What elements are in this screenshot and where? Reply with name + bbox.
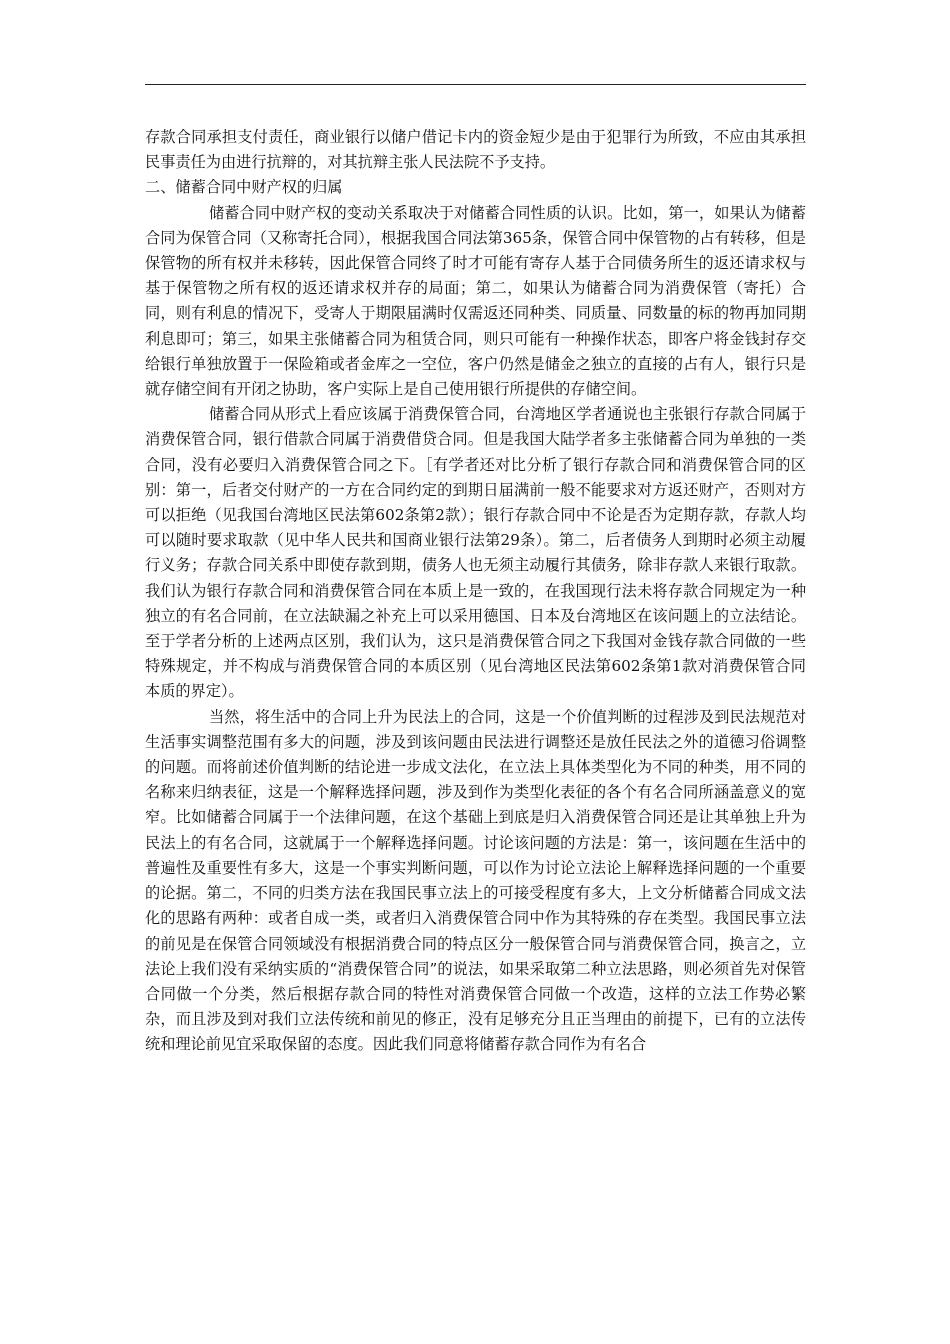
paragraph: 储蓄合同中财产权的变动关系取决于对储蓄合同性质的认识。比如，第一，如果认为储蓄合同为保管合同（又称寄托合同），根据我国合同法第365条，保管合同中保管物的占有转移，但是保管物的所有权并未移转，因此保管合同终了时才可能有寄存人基于合同债务所生的返还请求权与基于保管物之所有权的返还请求权并存的局面；第二，如果认为储蓄合同为消费保管（寄托）合同，则有利息的情况下，受寄人于期限届满时仅需返还同种类、同质量、同数量的标的物再加同期利息即可；第三，如果主张储蓄合同为租赁合同，则只可能有一种操作状态，即客户将金钱封存交给银行单独放置于一保险箱或者金库之一空位，客户仍然是储金之独立的直接的占有人，银行只是就存储空间有开闭之协助，客户实际上是自己使用银行所提供的存储空间。: [145, 203, 806, 399]
header-rule: [145, 84, 806, 85]
section-heading: 二、储蓄合同中财产权的归属: [145, 178, 343, 197]
paragraph-continuation: 存款合同承担支付责任，商业银行以储户借记卡内的资金短少是由于犯罪行为所致，不应由其承担民事责任为由进行抗辩的，对其抗辩主张人民法院不予支持。: [145, 128, 806, 172]
paragraph: 当然，将生活中的合同上升为民法上的合同，这是一个价值判断的过程涉及到民法规范对生活事实调整范围有多大的问题，涉及到该问题由民法进行调整还是放任民法之外的道德习俗调整的问题。而将前述价值判断的结论进一步成文法化，在立法上具体类型化为不同的种类，用不同的名称来归纳表征，这是一个解释选择问题，涉及到作为类型化表征的各个有名合同所涵盖意义的宽窄。比如储蓄合同属于一个法律问题，在这个基础上到底是归入消费保管合同还是让其单独上升为民法上的有名合同，这就属于一个解释选择问题。讨论该问题的方法是：第一，该问题在生活中的普遍性及重要性有多大，这是一个事实判断问题，可以作为讨论立法论上解释选择问题的一个重要的论据。第二，不同的归类方法在我国民事立法上的可接受程度有多大，上文分析储蓄合同成文法化的思路有两种：或者自成一类，或者归入消费保管合同中作为其特殊的存在类型。我国民事立法的前见是在保管合同领域没有根据消费合同的特点区分一般保管合同与消费保管合同，换言之，立法论上我们没有采纳实质的“消费保管合同”的说法，如果采取第二种立法思路，则必须首先对保管合同做一个分类，然后根据存款合同的特性对消费保管合同做一个改造，这样的立法工作势必繁杂，而且涉及到对我们立法传统和前见的修正，没有足够充分且正当理由的前提下，已有的立法传统和理论前见宜采取保留的态度。因此我们同意将储蓄存款合同作为有名合: [145, 707, 806, 1054]
paragraph: 储蓄合同从形式上看应该属于消费保管合同，台湾地区学者通说也主张银行存款合同属于消费保管合同，银行借款合同属于消费借贷合同。但是我国大陆学者多主张储蓄合同为单独的一类合同，没有必要归入消费保管合同之下。［有学者还对比分析了银行存款合同和消费保管合同的区别：第一，后者交付财产的一方在合同约定的到期日届满前一般不能要求对方返还财产，否则对方可以拒绝（见我国台湾地区民法第602条第2款）；银行存款合同中不论是否为定期存款，存款人均可以随时要求取款（见中华人民共和国商业银行法第29条）。第二，后者债务人到期时必须主动履行义务；存款合同关系中即使存款到期，债务人也无须主动履行其债务，除非存款人来银行取款。我们认为银行存款合同和消费保管合同在本质上是一致的，在我国现行法未将存款合同规定为一种独立的有名合同前，在立法缺漏之补充上可以采用德国、日本及台湾地区在该问题上的立法结论。至于学者分析的上述两点区别，我们认为，这只是消费保管合同之下我国对金钱存款合同做的一些特殊规定，并不构成与消费保管合同的本质区别（见台湾地区民法第602条第1款对消费保管合同本质的界定）。: [145, 405, 806, 701]
body-text: [145, 125, 806, 1058]
